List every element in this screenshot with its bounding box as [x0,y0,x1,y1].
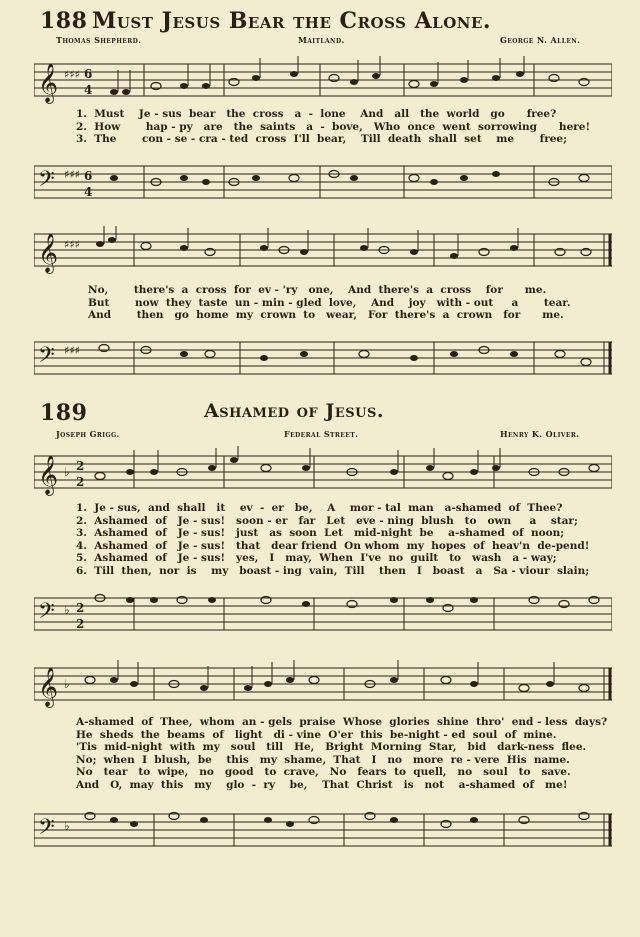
lyric-line: 4. Ashamed of Je - sus! that dear friend On whom my hopes of heav'n de-pend! [76,539,590,552]
staff-lines [34,446,612,498]
staff-lines [34,158,612,208]
bass-staff [34,158,612,208]
credit-composer: George N. Allen. [500,35,581,45]
svg-text:2: 2 [76,475,85,489]
lyric-line: But now they taste un - min - gled love, And joy with - out a tear. [88,296,571,309]
treble-staff [34,226,612,276]
lyric-line: No, there's a cross for ev - 'ry one, And there's a cross for me. [88,284,547,296]
svg-text:4: 4 [84,185,93,199]
svg-text:♭: ♭ [64,677,70,691]
staff-lines [34,334,612,384]
staff-lines [34,804,612,856]
treble-clef-icon: 𝄞 [38,233,59,273]
treble-clef-icon: 𝄞 [38,63,59,103]
svg-text:6: 6 [84,67,93,81]
staff-lines [34,588,612,640]
staff-lines [34,226,612,276]
lyric-line: 2. How hap - py are the saints a - bove, Who once went sorrowing here! [76,120,591,133]
treble-staff [34,56,612,106]
lyric-line: And then go home my crown to wear, For there's a crown for me. [88,309,564,322]
lyric-line: No tear to wipe, no good to crave, No fears to quell, no soul to save. [76,766,571,779]
svg-text:♭: ♭ [64,819,70,833]
treble-staff [34,658,612,710]
bass-clef-icon: 𝄢 [38,343,55,373]
lyric-line: 'Tis mid-night with my soul till He, Bright Morning Star, bid dark-ness flee. [76,741,587,754]
treble-clef-icon: 𝄞 [38,667,59,707]
svg-text:2: 2 [76,459,85,473]
bass-clef-icon: 𝄢 [38,167,55,197]
hymn-188-lyrics-2 [88,284,628,322]
staff-lines [34,56,612,106]
bass-staff [34,588,612,640]
svg-text:♯♯♯: ♯♯♯ [64,238,80,251]
lyric-line: 3. Ashamed of Je - sus! just as soon Let mid-night be a-shamed of noon; [76,527,565,540]
lyric-line: 1. Must Je - sus bear the cross a - lone And all the world go free? [76,108,557,120]
hymn-188-lyrics-1 [76,108,616,146]
hymn-number: 189 [40,400,88,426]
hymn-189-lyrics-2 [76,716,616,792]
bass-clef-icon: 𝄢 [38,815,55,845]
bass-clef-icon: 𝄢 [38,599,55,629]
svg-text:♭: ♭ [64,465,70,479]
bass-staff [34,334,612,384]
svg-text:♯♯♯: ♯♯♯ [64,168,80,181]
hymn-title: Must Jesus Bear the Cross Alone. [92,8,492,34]
lyric-line: A-shamed of Thee, whom an - gels praise Whose glories shine thro' end - less days? [76,716,608,728]
svg-text:4: 4 [84,83,93,97]
lyric-line: 3. The con - se - cra - ted cross I'll bear, Till death shall set me free; [76,133,567,146]
hymn-189-lyrics-1 [76,502,616,578]
lyric-line: And O, may this my glo - ry be, That Christ is not a-shamed of me! [76,778,568,791]
svg-text:6: 6 [84,169,93,183]
credit-author: Thomas Shepherd. [56,35,142,45]
credit-tune: Federal Street. [284,429,359,439]
svg-text:♯♯♯: ♯♯♯ [64,344,80,357]
svg-text:♯♯♯: ♯♯♯ [64,68,80,81]
lyric-line: No; when I blush, be this my shame, That I no more re - vere His name. [76,753,570,766]
lyric-line: 1. Je - sus, and shall it ev - er be, A mor - tal man a-shamed of Thee? [76,502,563,514]
svg-text:2: 2 [76,601,85,615]
hymn-number: 188 [40,8,88,34]
lyric-line: 6. Till then, nor is my boast - ing vain, Till then I boast a Sa - viour slain; [76,564,590,577]
staff-lines [34,658,612,710]
hymn-title: Ashamed of Jesus. [204,400,384,422]
svg-text:♭: ♭ [64,603,70,617]
credit-author: Joseph Grigg. [56,429,120,439]
lyric-line: 2. Ashamed of Je - sus! soon - er far Let eve - ning blush to own a star; [76,514,578,527]
treble-clef-icon: 𝄞 [38,455,59,495]
treble-staff [34,446,612,498]
svg-text:2: 2 [76,617,85,631]
bass-staff [34,804,612,856]
credit-composer: Henry K. Oliver. [500,429,580,439]
lyric-line: 5. Ashamed of Je - sus! yes, I may, When I've no guilt to wash a - way; [76,552,557,565]
lyric-line: He sheds the beams of light di - vine O'er this be-night - ed soul of mine. [76,728,557,741]
credit-tune: Maitland. [298,35,345,45]
